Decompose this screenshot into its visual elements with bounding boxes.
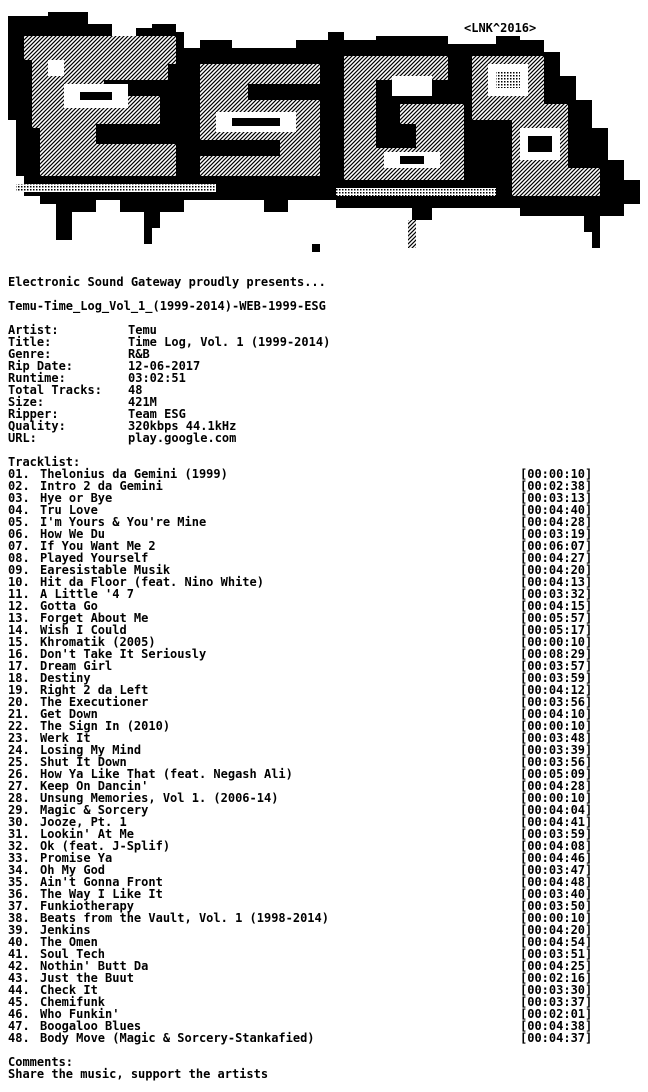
track-duration: [00:03:30]: [520, 983, 593, 997]
track-number: 22.: [8, 719, 30, 733]
track-number: 23.: [8, 731, 30, 745]
track-duration: [00:04:37]: [520, 1031, 593, 1045]
track-title: Earesistable Musik: [40, 563, 171, 577]
info-value: 03:02:51: [128, 371, 186, 385]
track-duration: [00:04:40]: [520, 503, 593, 517]
track-duration: [00:03:19]: [520, 527, 593, 541]
track-title: Oh My God: [40, 863, 106, 877]
track-number: 36.: [8, 887, 30, 901]
track-title: Promise Ya: [40, 851, 113, 865]
track-title: If You Want Me 2: [40, 539, 156, 553]
track-duration: [00:03:32]: [520, 587, 593, 601]
track-title: Soul Tech: [40, 947, 106, 961]
track-duration: [00:04:25]: [520, 959, 593, 973]
track-number: 06.: [8, 527, 30, 541]
release-name: Temu-Time_Log_Vol_1_(1999-2014)-WEB-1999-ESG: [8, 299, 326, 313]
track-duration: [00:03:40]: [520, 887, 593, 901]
track-row: [8, 1032, 608, 1044]
info-label: Total Tracks:: [8, 383, 102, 397]
track-title: Magic & Sorcery: [40, 803, 149, 817]
track-duration: [00:00:10]: [520, 791, 593, 805]
track-title: Don't Take It Seriously: [40, 647, 207, 661]
track-duration: [00:03:51]: [520, 947, 593, 961]
track-duration: [00:00:10]: [520, 467, 593, 481]
track-duration: [00:08:29]: [520, 647, 593, 661]
track-title: Thelonius da Gemini (1999): [40, 467, 228, 481]
comments-text: Share the music, support the artists: [8, 1067, 269, 1081]
track-duration: [00:03:13]: [520, 491, 593, 505]
track-title: A Little '4 7: [40, 587, 134, 601]
track-number: 04.: [8, 503, 30, 517]
track-duration: [00:04:38]: [520, 1019, 593, 1033]
esg-ascii-logo: [0, 0, 648, 262]
track-title: Chemifunk: [40, 995, 106, 1009]
track-duration: [00:00:10]: [520, 911, 593, 925]
tracklist: [8, 468, 608, 1044]
track-title: Funkiotherapy: [40, 899, 134, 913]
track-number: 38.: [8, 911, 30, 925]
logo-credit: <LNK^2016>: [464, 21, 537, 35]
track-title: Check It: [40, 983, 98, 997]
track-duration: [00:04:28]: [520, 779, 593, 793]
track-number: 39.: [8, 923, 30, 937]
track-title: Right 2 da Left: [40, 683, 149, 697]
track-duration: [00:04:46]: [520, 851, 593, 865]
track-title: Body Move (Magic & Sorcery-Stankafied): [40, 1031, 315, 1045]
track-title: Lookin' At Me: [40, 827, 134, 841]
info-url: [8, 431, 237, 445]
track-number: 32.: [8, 839, 30, 853]
track-number: 12.: [8, 599, 30, 613]
track-number: 30.: [8, 815, 30, 829]
track-title: I'm Yours & You're Mine: [40, 515, 207, 529]
track-number: 19.: [8, 683, 30, 697]
track-number: 05.: [8, 515, 30, 529]
track-duration: [00:05:09]: [520, 767, 593, 781]
track-title: Just the Buut: [40, 971, 134, 985]
track-title: Wish I Could: [40, 623, 127, 637]
track-title: Hye or Bye: [40, 491, 113, 505]
info-label: Rip Date:: [8, 359, 74, 373]
track-number: 31.: [8, 827, 30, 841]
track-number: 43.: [8, 971, 30, 985]
info-value: 320kbps 44.1kHz: [128, 419, 237, 433]
track-number: 13.: [8, 611, 30, 625]
track-number: 10.: [8, 575, 30, 589]
track-number: 11.: [8, 587, 30, 601]
track-duration: [00:05:17]: [520, 623, 593, 637]
track-row: [8, 696, 608, 708]
track-duration: [00:03:47]: [520, 863, 593, 877]
track-number: 45.: [8, 995, 30, 1009]
track-number: 08.: [8, 551, 30, 565]
track-duration: [00:00:10]: [520, 719, 593, 733]
track-number: 07.: [8, 539, 30, 553]
track-number: 09.: [8, 563, 30, 577]
track-duration: [00:03:57]: [520, 659, 593, 673]
track-number: 42.: [8, 959, 30, 973]
info-value: Temu: [128, 323, 157, 337]
info-value: 12-06-2017: [128, 359, 201, 373]
track-duration: [00:04:54]: [520, 935, 593, 949]
info-label: URL:: [8, 431, 37, 445]
info-value: 48: [128, 383, 143, 397]
track-title: Losing My Mind: [40, 743, 142, 757]
track-row: [8, 660, 608, 672]
track-title: Forget About Me: [40, 611, 149, 625]
info-label: Runtime:: [8, 371, 66, 385]
track-title: Beats from the Vault, Vol. 1 (1998-2014): [40, 911, 329, 925]
track-title: The Sign In (2010): [40, 719, 171, 733]
track-title: Jenkins: [40, 923, 91, 937]
info-value: play.google.com: [128, 431, 237, 445]
track-row: [8, 588, 608, 600]
info-value: 421M: [128, 395, 157, 409]
track-title: The Executioner: [40, 695, 149, 709]
track-duration: [00:04:28]: [520, 515, 593, 529]
track-duration: [00:05:57]: [520, 611, 593, 625]
track-title: Keep On Dancin': [40, 779, 149, 793]
info-value: Team ESG: [128, 407, 186, 421]
track-number: 16.: [8, 647, 30, 661]
info-value: Time Log, Vol. 1 (1999-2014): [128, 335, 331, 349]
track-title: Khromatik (2005): [40, 635, 156, 649]
track-title: Intro 2 da Gemini: [40, 479, 163, 493]
track-number: 14.: [8, 623, 30, 637]
track-row: [8, 912, 608, 924]
track-title: Ok (feat. J-Splif): [40, 839, 171, 853]
track-title: Hit da Floor (feat. Nino White): [40, 575, 264, 589]
track-duration: [00:03:48]: [520, 731, 593, 745]
track-duration: [00:04:12]: [520, 683, 593, 697]
track-title: Boogaloo Blues: [40, 1019, 142, 1033]
track-duration: [00:02:38]: [520, 479, 593, 493]
esg-logo-art: [0, 0, 648, 262]
info-label: Title:: [8, 335, 52, 349]
info-label: Genre:: [8, 347, 52, 361]
track-number: 35.: [8, 875, 30, 889]
track-duration: [00:03:37]: [520, 995, 593, 1009]
info-label: Quality:: [8, 419, 66, 433]
track-number: 24.: [8, 743, 30, 757]
track-row: [8, 972, 608, 984]
track-duration: [00:04:13]: [520, 575, 593, 589]
track-number: 41.: [8, 947, 30, 961]
info-label: Size:: [8, 395, 45, 409]
track-number: 40.: [8, 935, 30, 949]
track-title: Shut It Down: [40, 755, 127, 769]
track-duration: [00:02:16]: [520, 971, 593, 985]
track-number: 17.: [8, 659, 30, 673]
track-title: Get Down: [40, 707, 98, 721]
track-duration: [00:03:50]: [520, 899, 593, 913]
track-number: 29.: [8, 803, 30, 817]
track-number: 03.: [8, 491, 30, 505]
track-duration: [00:03:59]: [520, 671, 593, 685]
track-title: Unsung Memories, Vol 1. (2006-14): [40, 791, 279, 805]
track-title: How We Du: [40, 527, 106, 541]
track-duration: [00:03:59]: [520, 827, 593, 841]
track-number: 37.: [8, 899, 30, 913]
track-number: 01.: [8, 467, 30, 481]
track-duration: [00:06:07]: [520, 539, 593, 553]
track-title: The Omen: [40, 935, 98, 949]
track-title: Destiny: [40, 671, 91, 685]
track-number: 15.: [8, 635, 30, 649]
track-duration: [00:04:15]: [520, 599, 593, 613]
track-duration: [00:02:01]: [520, 1007, 593, 1021]
track-duration: [00:04:10]: [520, 707, 593, 721]
intro-line: Electronic Sound Gateway proudly presents...: [8, 275, 326, 289]
track-title: Tru Love: [40, 503, 98, 517]
track-duration: [00:04:27]: [520, 551, 593, 565]
track-title: Dream Girl: [40, 659, 113, 673]
track-duration: [00:04:08]: [520, 839, 593, 853]
track-number: 20.: [8, 695, 30, 709]
track-number: 21.: [8, 707, 30, 721]
track-title: Played Yourself: [40, 551, 149, 565]
track-title: The Way I Like It: [40, 887, 163, 901]
track-duration: [00:04:04]: [520, 803, 593, 817]
track-number: 25.: [8, 755, 30, 769]
track-duration: [00:04:20]: [520, 923, 593, 937]
track-title: Nothin' Butt Da: [40, 959, 149, 973]
track-number: 28.: [8, 791, 30, 805]
track-duration: [00:04:41]: [520, 815, 593, 829]
track-number: 18.: [8, 671, 30, 685]
track-number: 26.: [8, 767, 30, 781]
track-number: 46.: [8, 1007, 30, 1021]
track-duration: [00:03:56]: [520, 695, 593, 709]
track-title: Ain't Gonna Front: [40, 875, 163, 889]
track-row: [8, 492, 608, 504]
track-row: [8, 924, 608, 936]
track-number: 48.: [8, 1031, 30, 1045]
track-duration: [00:04:48]: [520, 875, 593, 889]
track-duration: [00:03:56]: [520, 755, 593, 769]
track-duration: [00:03:39]: [520, 743, 593, 757]
track-duration: [00:04:20]: [520, 563, 593, 577]
track-title: Werk It: [40, 731, 91, 745]
track-number: 33.: [8, 851, 30, 865]
track-number: 02.: [8, 479, 30, 493]
info-label: Ripper:: [8, 407, 59, 421]
info-value: R&B: [128, 347, 150, 361]
track-number: 34.: [8, 863, 30, 877]
track-title: How Ya Like That (feat. Negash Ali): [40, 767, 293, 781]
tracklist-heading: Tracklist:: [8, 455, 81, 469]
track-number: 27.: [8, 779, 30, 793]
track-title: Gotta Go: [40, 599, 98, 613]
track-row: [8, 720, 608, 732]
track-title: Jooze, Pt. 1: [40, 815, 127, 829]
track-number: 47.: [8, 1019, 30, 1033]
track-number: 44.: [8, 983, 30, 997]
track-title: Who Funkin': [40, 1007, 120, 1021]
track-duration: [00:00:10]: [520, 635, 593, 649]
comments-heading: Comments:: [8, 1055, 74, 1069]
info-label: Artist:: [8, 323, 59, 337]
